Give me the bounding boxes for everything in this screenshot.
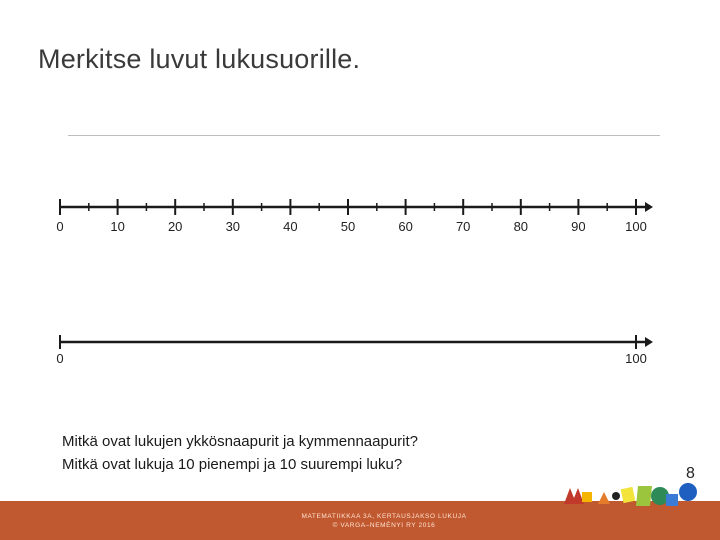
- footer-text: [0, 512, 720, 530]
- tick-label: 50: [340, 219, 356, 234]
- tick-label: 80: [513, 219, 529, 234]
- tick-label: 40: [283, 219, 298, 234]
- question-line-1: Mitkä ovat lukujen ykkösnaapurit ja kymmennaapurit?: [62, 433, 419, 450]
- tick-label: 100: [625, 219, 647, 234]
- footer-line-1: MATEMATIIKKAA 3A, KERTAUSJAKSO LUKUJA: [301, 513, 467, 520]
- tick-label: 0: [56, 219, 64, 234]
- arrowhead-icon: [645, 202, 653, 212]
- arrowhead-icon: [645, 337, 653, 347]
- colorful-shapes-logo-icon: [562, 474, 702, 508]
- page-title: Merkitse luvut lukusuorille.: [38, 44, 361, 74]
- number-line-blank: [0, 330, 720, 370]
- question-block: [62, 430, 418, 476]
- tick-label: 10: [110, 219, 125, 234]
- title-divider: [68, 135, 660, 136]
- tick-label: 30: [225, 219, 241, 234]
- tick-label: 20: [167, 219, 183, 234]
- tick-label: 70: [455, 219, 471, 234]
- tick-label: 60: [398, 219, 413, 234]
- question-line-2: Mitkä ovat lukuja 10 pienempi ja 10 suurempi luku?: [62, 456, 403, 473]
- tick-label: 90: [571, 219, 586, 234]
- page-number: 8: [686, 465, 695, 482]
- footer-line-2: © VARGA–NEMÉNYI RY 2016: [332, 522, 436, 529]
- number-line-tens: [0, 190, 720, 240]
- tick-label-start: 0: [56, 351, 64, 366]
- tick-label-end: 100: [625, 351, 647, 366]
